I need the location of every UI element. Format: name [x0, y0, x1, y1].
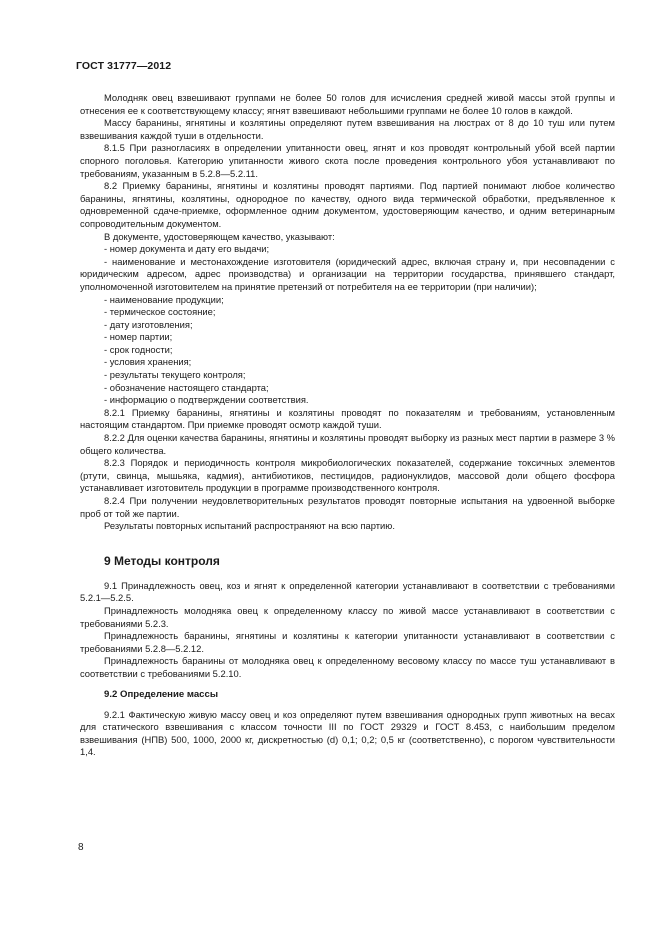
paragraph: Принадлежность молодняка овец к определенному классу по живой массе устанавливают в соответствии с требованиями 5.2.3.: [80, 604, 615, 629]
page-number: 8: [78, 842, 84, 853]
paragraph: Принадлежность баранины, ягнятины и козлятины к категории упитанности устанавливают в соответствии с требованиями 5.2.8—5.2.12.: [80, 630, 615, 654]
list-item: - номер партии;: [104, 331, 173, 343]
list-item: - термическое состояние;: [104, 306, 216, 318]
paragraph: Молодняк овец взвешивают группами не более 50 голов для исчисления средней живой массы этой группы и отнесения ее к соответствующему классу; ягнят взвешивают небольшими группами не более 10 голов в каждой.: [80, 92, 615, 116]
paragraph: 9.1 Принадлежность овец, коз и ягнят к определенной категории устанавливают в соответствии с требованиями 5.2.1—5.2.5.: [80, 579, 615, 604]
paragraph: 8.2.1 Приемку баранины, ягнятины и козлятины проводят по показателям и требованиям, установленным настоящим стандартом. При приемке проводят осмотр каждой туши.: [80, 406, 615, 431]
list-item: - номер документа и дату его выдачи;: [104, 243, 270, 255]
paragraph: 8.2.4 При получении неудовлетворительных результатов проводят повторные испытания на удвоенной выборке проб от той же партии.: [80, 495, 615, 519]
list-item: - условия хранения;: [104, 356, 192, 368]
paragraph: Принадлежность баранины от молодняка овец к определенному весовому классу по массе туш устанавливают в соответствии с требованиями 5.2.10.: [80, 655, 615, 679]
list-item: - результаты текущего контроля;: [104, 369, 246, 381]
list-item: - информацию о подтверждении соответствия.: [104, 394, 309, 406]
paragraph: Массу баранины, ягнятины и козлятины определяют путем взвешивания на люстрах от 8 до 10 туш или путем взвешивания каждой туши в отдельности.: [80, 117, 615, 141]
paragraph: 8.2 Приемку баранины, ягнятины и козлятины проводят партиями. Под партией понимают любое количество баранины, ягнятины, козлятины, однородное по качеству, одного вида термической обработки, предъявленное к одновременной сдаче-приемке, оформленное одним документом, удостоверяющим качество, и одним ветеринарным сопроводительным документом.: [80, 180, 615, 229]
paragraph: 8.2.2 Для оценки качества баранины, ягнятины и козлятины проводят выборку из разных мест партии в размере 3 % общего количества.: [80, 432, 615, 456]
paragraph: Результаты повторных испытаний распространяют на всю партию.: [104, 520, 395, 532]
section-title: 9 Методы контроля: [104, 553, 220, 568]
document-header: ГОСТ 31777—2012: [76, 60, 172, 72]
list-item: - дату изготовления;: [104, 318, 193, 330]
paragraph: В документе, удостоверяющем качество, указывают:: [104, 230, 335, 242]
document-body: [80, 92, 615, 759]
list-item: - наименование и местонахождение изготовителя (юридический адрес, включая страну и, при несовпадении с юридическим адресом, адрес производства) и организации на территории государства, принявшего стандарт, уполномоченной изготовителем на принятие претензий от потребителя на ее территории (при наличии);: [80, 255, 615, 292]
subsection-title: 9.2 Определение массы: [104, 688, 219, 700]
paragraph: 8.1.5 При разногласиях в определении упитанности овец, ягнят и коз проводят контрольный убой всей партии спорного поголовья. Категорию упитанности живого скота после проведения контрольного убоя устанавливают по требованиям, указанным в 5.2.8—5.2.11.: [80, 142, 615, 179]
list-item: - срок годности;: [104, 343, 173, 355]
paragraph: 8.2.3 Порядок и периодичность контроля микробиологических показателей, содержание токсичных элементов (ртути, свинца, мышьяка, кадмия), антибиотиков, пестицидов, радионуклидов, массовой доли общего фосфора устанавливает изготовитель продукции в программе производственного контроля.: [80, 457, 615, 494]
paragraph: 9.2.1 Фактическую живую массу овец и коз определяют путем взвешивания однородных групп животных на весах для статического взвешивания с классом точности III по ГОСТ 29329 и ГОСТ 8.453, с наибольшим пределом взвешивания (НПВ) 500, 1000, 2000 кг, дискретностью (d) 0,1; 0,2; 0,5 кг (соответственно), с порогом чувствительности 1,4.: [80, 708, 615, 758]
list-item: - наименование продукции;: [104, 293, 224, 305]
list-item: - обозначение настоящего стандарта;: [104, 381, 269, 393]
